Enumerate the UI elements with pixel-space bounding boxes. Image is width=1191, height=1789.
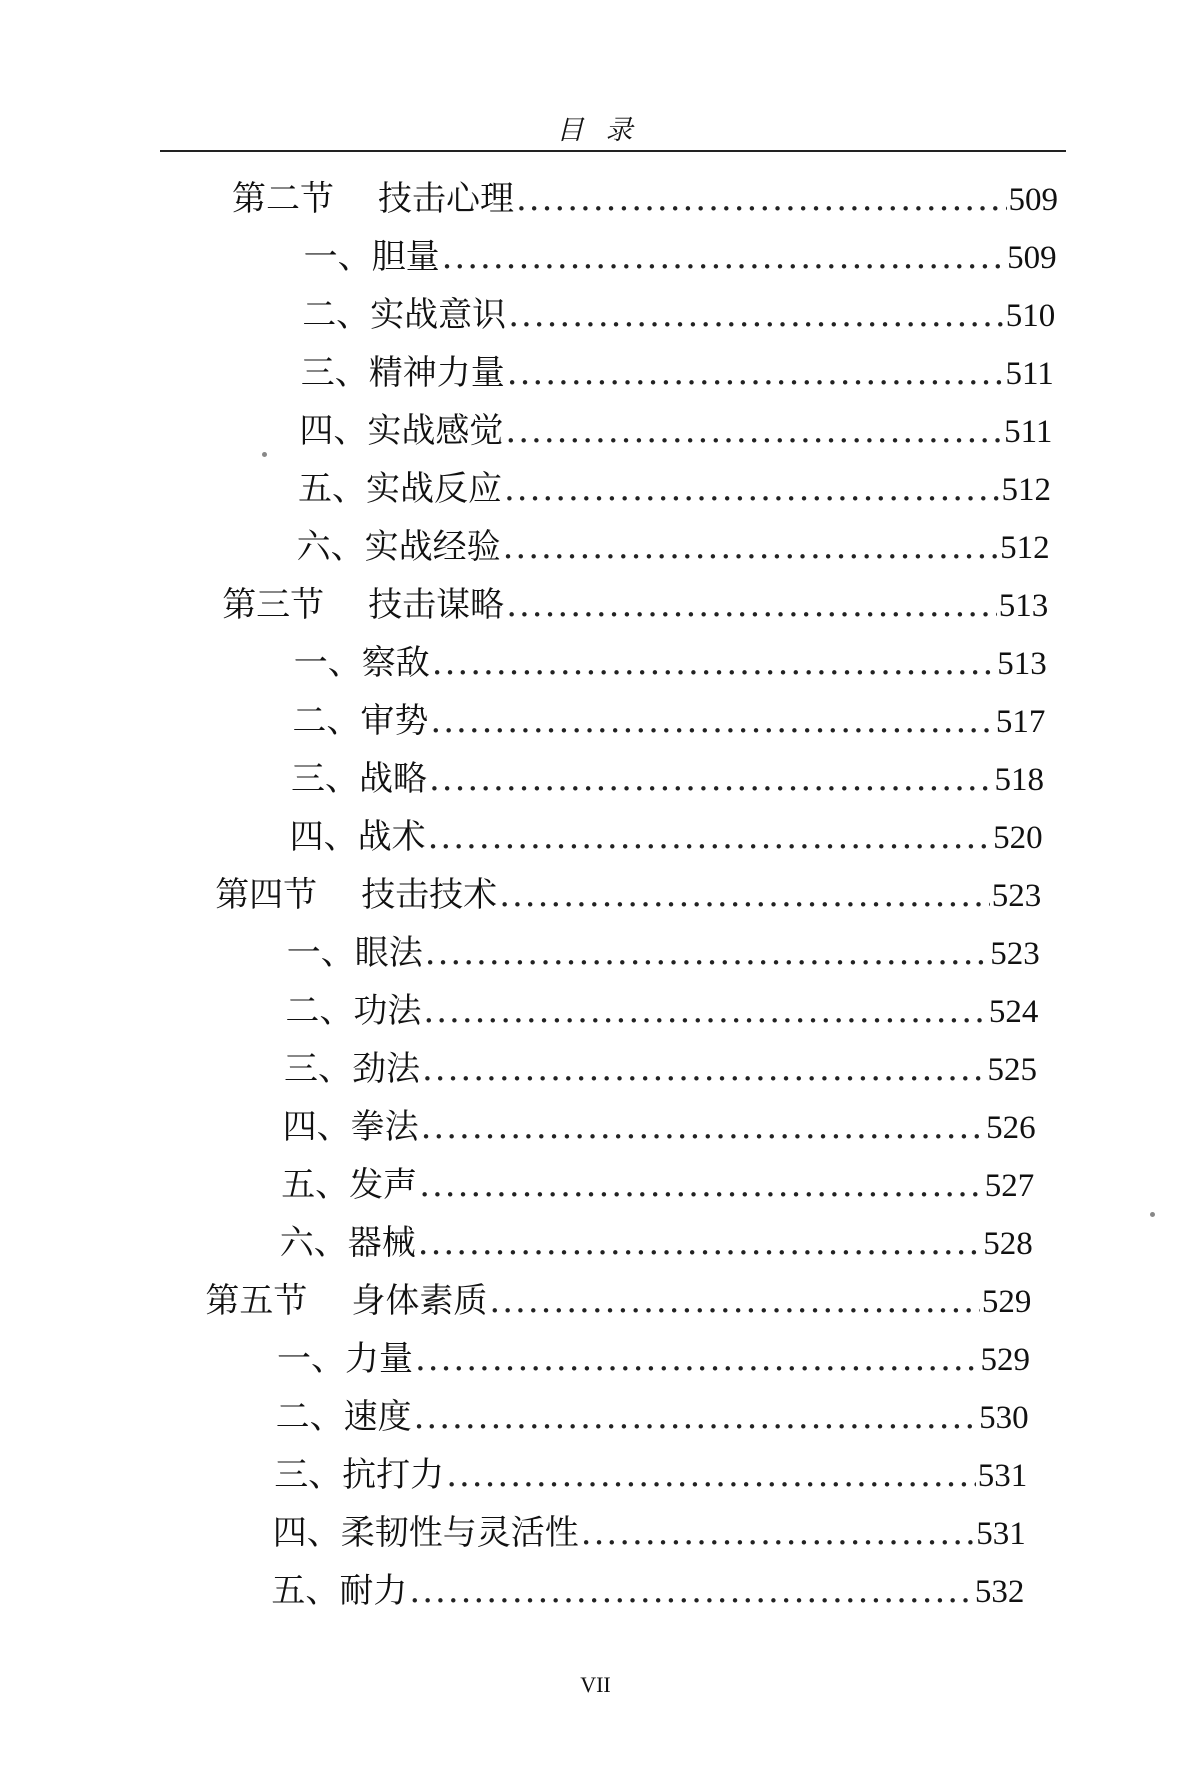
toc-item-row: [302, 289, 1055, 341]
item-label: 五、发声: [281, 1165, 418, 1205]
dot-leader: [414, 1391, 978, 1443]
page-ref: 526: [986, 1110, 1036, 1146]
page-ref: 520: [993, 820, 1043, 856]
scan-speck: [1150, 1212, 1155, 1217]
toc-section-row: [215, 869, 1041, 921]
section-number: 第二节: [232, 179, 334, 219]
page-ref: 512: [1001, 472, 1051, 508]
page-ref: 511: [1005, 356, 1054, 392]
toc-item-row: [283, 1101, 1036, 1153]
dot-leader: [505, 405, 1002, 457]
item-label: 六、器械: [279, 1223, 416, 1263]
dot-leader: [489, 1275, 980, 1327]
item-label: 二、实战意识: [302, 295, 507, 335]
item-label: 一、胆量: [303, 237, 440, 277]
page-ref: 523: [991, 878, 1042, 914]
dot-leader: [419, 1159, 983, 1211]
item-label: 二、审势: [292, 701, 429, 741]
section-title: 技击技术: [361, 875, 498, 915]
item-label: 五、耐力: [271, 1571, 408, 1611]
dot-leader: [422, 1043, 986, 1095]
scan-speck: [262, 452, 267, 457]
page-ref: 523: [990, 936, 1040, 972]
section-number: 第五节: [205, 1281, 308, 1321]
item-label: 一、力量: [277, 1339, 413, 1379]
page-ref: 532: [974, 1574, 1025, 1610]
toc-section-row: [232, 173, 1058, 225]
toc-item-row: [294, 637, 1047, 689]
toc-item-row: [285, 985, 1038, 1037]
dot-leader: [423, 985, 987, 1037]
item-label: 六、实战经验: [296, 527, 501, 567]
toc-section-row: [205, 1275, 1031, 1327]
dot-leader: [581, 1507, 975, 1559]
dot-leader: [430, 695, 994, 747]
section-number: 第四节: [215, 875, 318, 915]
dot-leader: [429, 753, 993, 805]
page-ref: 517: [995, 704, 1046, 740]
dot-leader: [503, 521, 999, 573]
page-number: VII: [580, 1672, 611, 1697]
dot-leader: [432, 637, 996, 689]
dot-leader: [506, 579, 997, 631]
section-title: 身体素质: [351, 1281, 488, 1321]
toc-item-row: [287, 927, 1040, 979]
page-ref: 513: [998, 588, 1049, 624]
toc-item-row: [284, 1043, 1037, 1095]
toc-item-row: [290, 811, 1043, 863]
item-label: 四、实战感觉: [299, 411, 504, 451]
page-ref: 529: [981, 1284, 1032, 1320]
toc-item-row: [274, 1449, 1027, 1501]
dot-leader: [415, 1333, 979, 1385]
item-label: 二、功法: [285, 991, 422, 1031]
page-ref: 525: [987, 1052, 1037, 1088]
dot-leader: [508, 289, 1004, 341]
dot-leader: [516, 173, 1007, 225]
toc-item-row: [277, 1333, 1030, 1385]
dot-leader: [446, 1449, 976, 1501]
page-ref: 529: [980, 1342, 1030, 1378]
item-label: 五、实战反应: [298, 469, 502, 509]
toc-item-row: [297, 521, 1050, 573]
page-ref: 509: [1007, 240, 1057, 276]
page-ref: 518: [994, 762, 1044, 798]
item-label: 三、劲法: [284, 1049, 420, 1089]
item-label: 四、战术: [289, 817, 426, 857]
item-label: 一、眼法: [286, 933, 423, 973]
item-label: 四、拳法: [282, 1107, 419, 1147]
toc-item-row: [271, 1565, 1024, 1617]
toc-item-row: [291, 753, 1044, 805]
header-rule: [160, 150, 1066, 152]
page-ref: 509: [1008, 182, 1058, 218]
item-label: 一、察敌: [293, 643, 430, 683]
page-ref: 530: [979, 1400, 1029, 1436]
item-label: 四、柔韧性与灵活性: [272, 1513, 579, 1553]
page-ref: 531: [977, 1458, 1028, 1494]
page-ref: 510: [1005, 298, 1056, 334]
dot-leader: [499, 869, 990, 921]
toc-item-row: [298, 463, 1051, 515]
section-number: 第三节: [222, 585, 325, 625]
item-label: 二、速度: [275, 1397, 412, 1437]
item-label: 三、战略: [291, 759, 427, 799]
item-label: 三、抗打力: [274, 1455, 445, 1495]
dot-leader: [507, 347, 1004, 399]
dot-leader: [418, 1217, 982, 1269]
running-header-title: 目录: [556, 115, 655, 146]
dot-leader: [442, 231, 1006, 283]
dot-leader: [421, 1101, 985, 1153]
toc-item-row: [276, 1391, 1029, 1443]
item-label: 三、精神力量: [300, 353, 505, 393]
page-ref: 513: [997, 646, 1047, 682]
dot-leader: [504, 463, 1000, 515]
page-ref: 512: [1000, 530, 1050, 566]
toc-item-row: [304, 231, 1057, 283]
dot-leader: [425, 927, 989, 979]
dot-leader: [409, 1565, 973, 1617]
page-ref: 531: [976, 1516, 1026, 1552]
toc-item-row: [292, 695, 1045, 747]
toc-section-row: [222, 579, 1048, 631]
section-title: 技击谋略: [368, 585, 505, 625]
dot-leader: [428, 811, 992, 863]
toc-item-row: [281, 1159, 1034, 1211]
page-ref: 511: [1004, 414, 1053, 450]
page-ref: 524: [988, 994, 1039, 1030]
section-title: 技击心理: [378, 179, 514, 219]
toc-item-row: [273, 1507, 1026, 1559]
toc-item-row: [299, 405, 1052, 457]
toc-item-row: [280, 1217, 1033, 1269]
page-ref: 528: [983, 1226, 1033, 1262]
page-ref: 527: [984, 1168, 1035, 1204]
toc-item-row: [301, 347, 1054, 399]
